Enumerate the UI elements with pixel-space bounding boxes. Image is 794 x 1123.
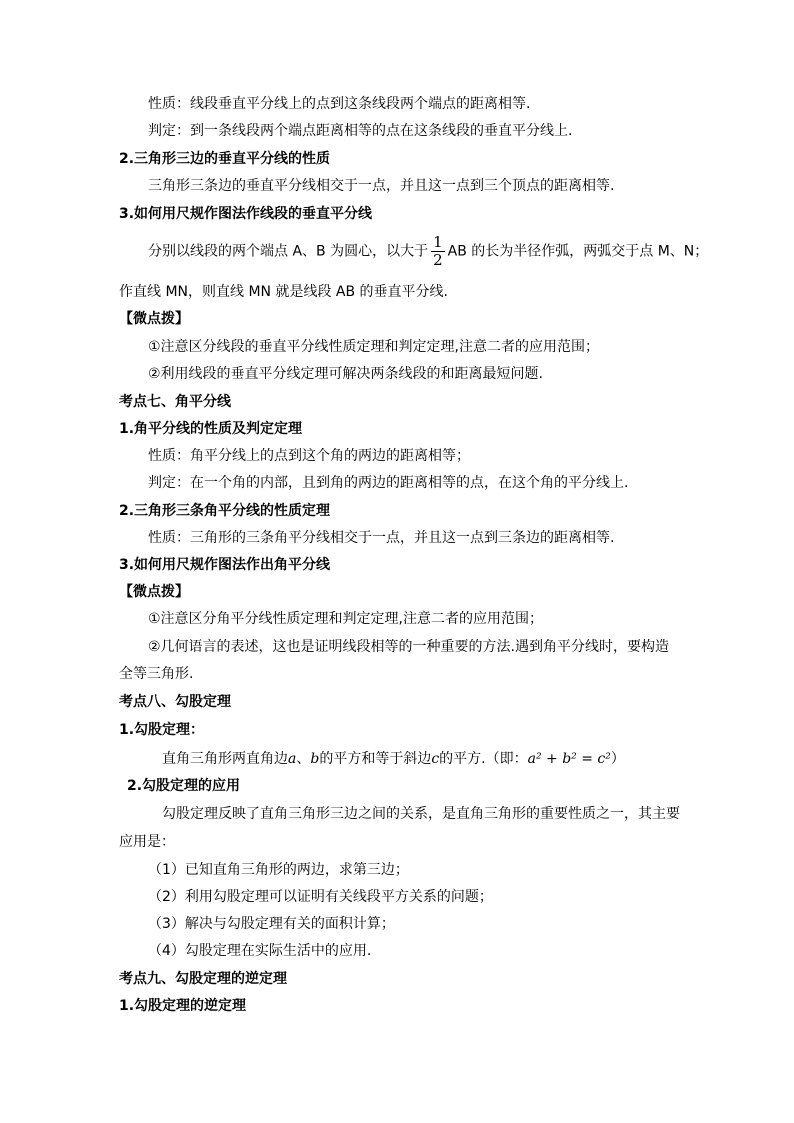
paragraph: 应用是： <box>119 834 175 850</box>
theorem-text: 的平方和等于斜边 <box>319 751 432 767</box>
section-heading: 1.勾股定理： <box>119 722 205 738</box>
variable-b: b <box>310 751 320 767</box>
variable-a: a <box>288 751 297 767</box>
judgment-text: 判定：在一个角的内部，且到角的两边的距离相等的点，在这个角的平分线上. <box>148 475 629 491</box>
fraction-numerator: 1 <box>433 233 443 251</box>
section-heading: 2.三角形三条角平分线的性质定理 <box>119 503 331 519</box>
one-half-fraction <box>431 234 445 269</box>
tip-item: ②几何语言的表述，这也是证明线段相等的一种重要的方法.遇到角平分线时，要构造 <box>148 639 669 655</box>
paragraph-text: AB 的长为半径作弧，两弧交于点 M、N； <box>447 243 709 260</box>
property-text: 性质：角平分线上的点到这个角的两边的距离相等； <box>148 448 470 464</box>
topic-heading: 考点八、勾股定理 <box>119 694 231 710</box>
pythagorean-formula: a² + b² = c² <box>527 751 611 767</box>
section-heading: 1.角平分线的性质及判定定理 <box>119 421 303 437</box>
tip-item: ①注意区分线段的垂直平分线性质定理和判定定理,注意二者的应用范围； <box>148 339 599 355</box>
tip-item: ②利用线段的垂直平分线定理可解决两条线段的和距离最短问题. <box>148 366 543 382</box>
theorem-text: 的平方.（即： <box>439 751 528 767</box>
paragraph-text: 分别以线段的两个端点 A、B 为圆心，以大于 <box>148 243 429 260</box>
section-heading: 3.如何用尺规作图法作线段的垂直平分线 <box>119 206 373 222</box>
topic-heading: 考点九、勾股定理的逆定理 <box>119 971 287 987</box>
list-item: （4）勾股定理在实际生活中的应用. <box>148 943 372 959</box>
paragraph: 作直线 MN，则直线 MN 就是线段 AB 的垂直平分线. <box>119 284 448 300</box>
paragraph: 勾股定理反映了直角三角形三边之间的关系，是直角三角形的重要性质之一，其主要 <box>162 806 680 822</box>
section-heading: 2.三角形三边的垂直平分线的性质 <box>119 151 331 167</box>
fraction-denominator: 2 <box>433 251 443 269</box>
theorem-text: ） <box>610 751 625 767</box>
topic-heading: 考点七、角平分线 <box>119 394 231 410</box>
list-item: （1）已知直角三角形的两边，求第三边； <box>148 862 409 878</box>
theorem-text: 、 <box>296 751 311 767</box>
tip-heading: 【微点拨】 <box>119 311 189 327</box>
list-item: （3）解决与勾股定理有关的面积计算； <box>148 916 395 932</box>
property-text: 性质：线段垂直平分线上的点到这条线段两个端点的距离相等. <box>148 96 531 112</box>
judgment-text: 判定：到一条线段两个端点距离相等的点在这条线段的垂直平分线上. <box>148 123 573 139</box>
theorem-statement <box>162 749 625 769</box>
list-item: （2）利用勾股定理可以证明有关线段平方关系的问题； <box>148 889 493 905</box>
property-text: 性质：三角形的三条角平分线相交于一点，并且这一点到三条边的距离相等. <box>148 530 615 546</box>
theorem-text: 直角三角形两直角边 <box>162 751 288 767</box>
section-heading: 2.勾股定理的应用 <box>127 778 241 794</box>
tip-item: ①注意区分角平分线性质定理和判定定理,注意二者的应用范围； <box>148 611 543 627</box>
tip-heading: 【微点拨】 <box>119 584 189 600</box>
section-heading: 1.勾股定理的逆定理 <box>119 998 247 1014</box>
section-heading: 3.如何用尺规作图法作出角平分线 <box>119 557 331 573</box>
paragraph: 全等三角形. <box>119 666 194 682</box>
paragraph: 三角形三条边的垂直平分线相交于一点，并且这一点到三个顶点的距离相等. <box>148 178 615 194</box>
variable-c: c <box>431 751 440 767</box>
paragraph-with-fraction <box>148 234 708 269</box>
